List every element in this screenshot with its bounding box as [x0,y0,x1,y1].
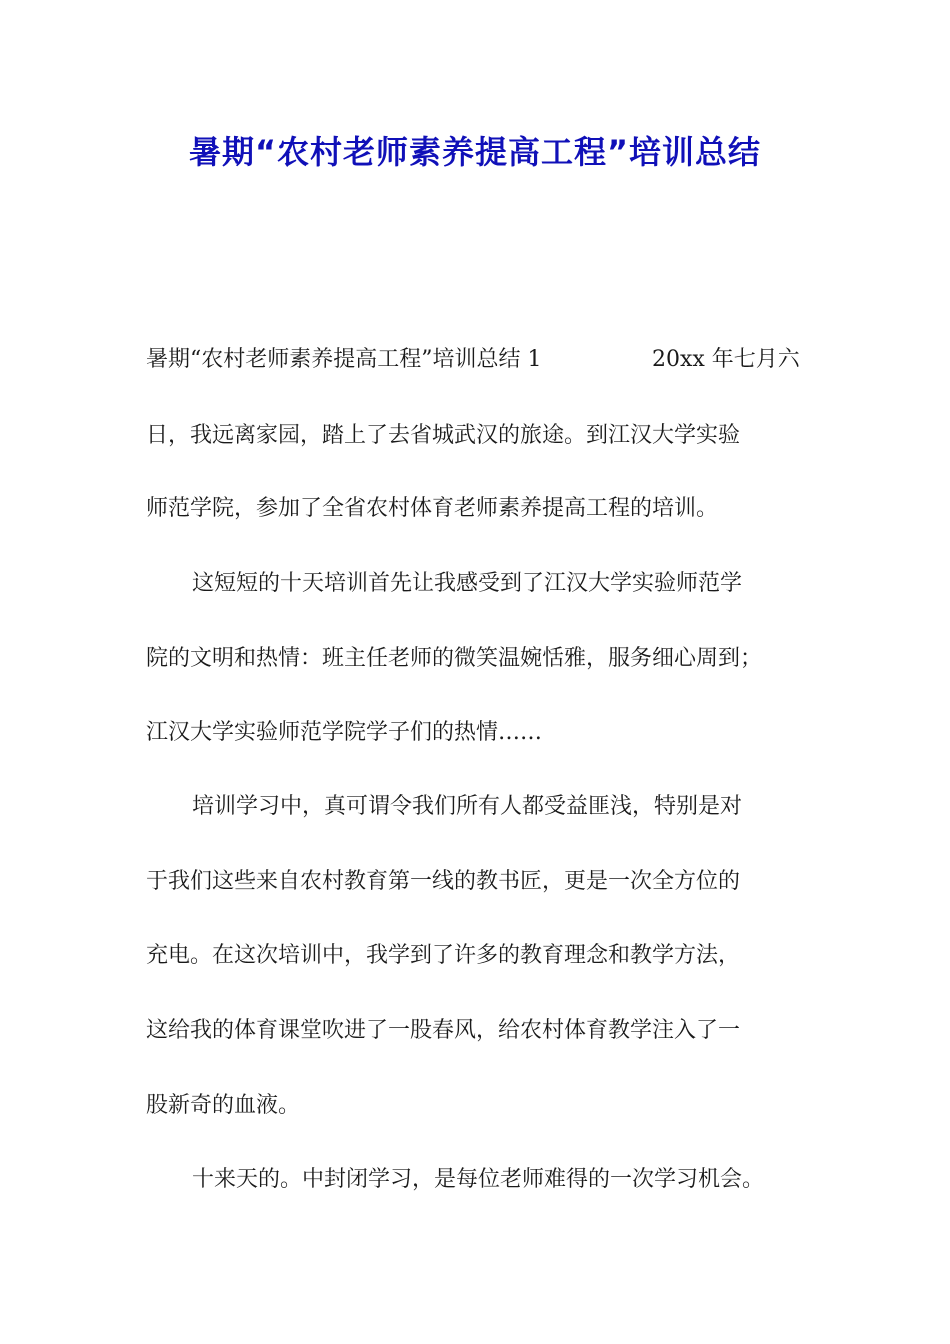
paragraph-line-first: 这短短的十天培训首先让我感受到了江汉大学实验师范学 [192,571,743,596]
paragraph-line: 江汉大学实验师范学院学子们的热情…… [146,720,543,745]
paragraph-line: 充电。在这次培训中，我学到了许多的教育理念和教学方法， [146,943,741,968]
paragraph-line: 日，我远离家园，踏上了去省城武汉的旅途。到江汉大学实验 [146,423,741,448]
paragraph-line-first: 培训学习中，真可谓令我们所有人都受益匪浅，特别是对 [192,794,743,819]
paragraph-line: 师范学院，参加了全省农村体育老师素养提高工程的培训。 [146,496,719,521]
paragraph-line: 院的文明和热情：班主任老师的微笑温婉恬雅，服务细心周到； [146,646,763,671]
paragraph-line-date: 20xx 年七月六 [652,347,800,372]
paragraph-line-heading: 暑期“农村老师素养提高工程”培训总结 1 [146,347,542,372]
paragraph-line: 股新奇的血液。 [146,1093,301,1118]
paragraph-line-first: 十来天的。中封闭学习，是每位老师难得的一次学习机会。 [192,1167,765,1192]
document-title: 暑期“农村老师素养提高工程”培训总结 [188,133,762,171]
paragraph-line: 这给我的体育课堂吹进了一股春风，给农村体育教学注入了一 [146,1018,741,1043]
paragraph-line: 于我们这些来自农村教育第一线的教书匠，更是一次全方位的 [146,869,741,894]
